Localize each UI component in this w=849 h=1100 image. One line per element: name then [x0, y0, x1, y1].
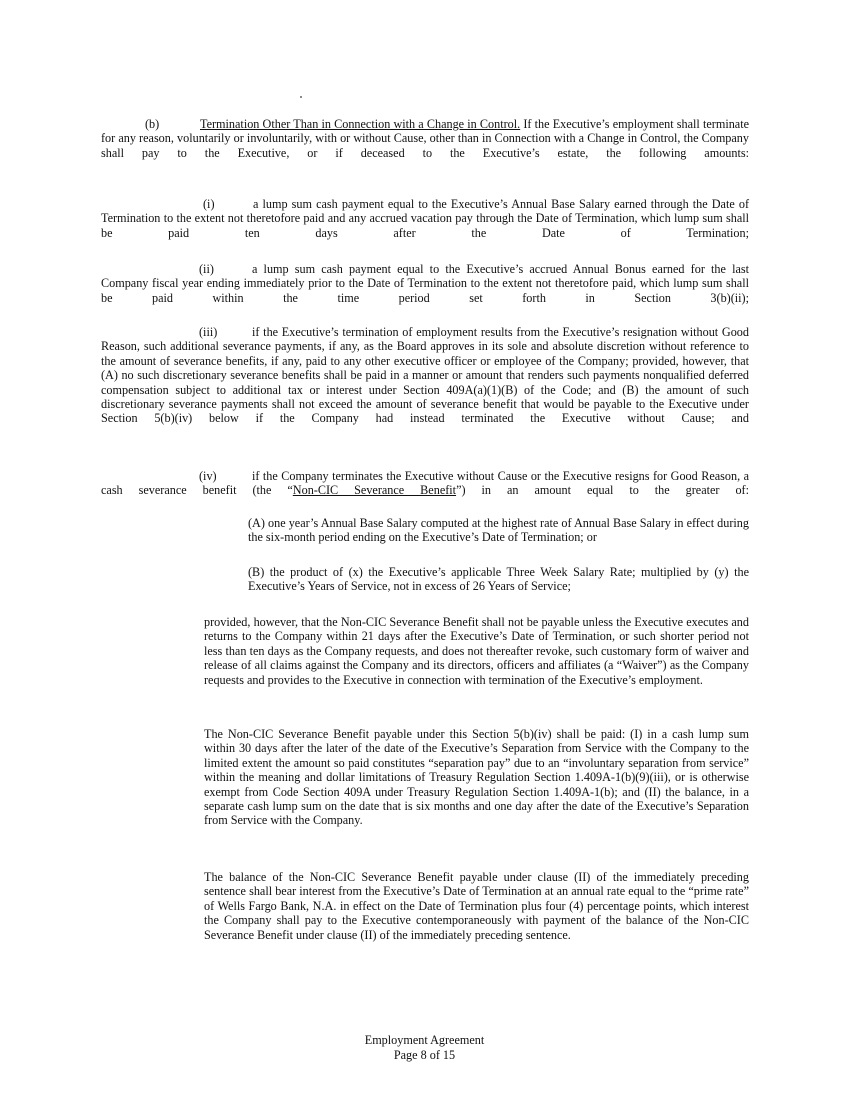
interest-paragraph: The balance of the Non-CIC Severance Benefit payable under clause (II) of the immediately preceding sentence shall bear interest from the Executive’s Date of Termination at an annual rate equal to the “prime rate” of Wells Fargo Bank, N.A. in effect on the Date of Termination plus four (4) percentage points, which interest the Company shall pay to the Executive contemporaneously with payment of the balance of the Non-CIC Severance Benefit under clause (II) of the immediately preceding sentence. — [204, 870, 749, 942]
provided-however-paragraph: provided, however, that the Non-CIC Severance Benefit shall not be payable unless the Executive executes and returns to the Company within 21 days after the Executive’s Date of Termination, or such shorter period not less than ten days as the Company requests, and does not thereafter revoke, such customary form of waiver and release of all claims against the Company and its directors, officers and affiliates (a “Waiver”) as the Company requests and provides to the Executive in connection with termination of the Executive’s employment. — [204, 615, 749, 687]
item-iii-text: if the Executive’s termination of employment results from the Executive’s resignation without Good Reason, such additional severance payments, if any, as the Board approves in its sole and absolute discretion without reference to the amount of severance benefits, if any, paid to any other executive officer or employee of the Company; provided, however, that (A) no such discretionary severance benefits shall be paid in a manner or amount that renders such payments nonqualified deferred compensation subject to additional tax or interest under Section 409A(a)(1)(B) of the Code; and (B) the amount of such discretionary severance payments shall not exceed the amount of severance benefit that would be payable to the Executive under Section 5(b)(iv) below if the Company had instead terminated the Executive without Cause; and — [101, 325, 749, 426]
item-iv-text-before: if the Company terminates the Executive without Cause or the Executive resigns for Good Reason, a cash severance benefit (the “ — [101, 469, 749, 498]
item-iv-paragraph — [101, 469, 749, 512]
item-iii-paragraph — [101, 325, 749, 440]
payment-terms-paragraph: The Non-CIC Severance Benefit payable under this Section 5(b)(iv) shall be paid: (I) in a cash lump sum within 30 days after the later of the date of the Executive’s Separation from Service with the Company to the limited extent the amount so paid constitutes “separation pay” due to an “involuntary separation from service” within the meaning and dollar limitations of Treasury Regulation Section 1.409A-1(b)(9)(iii), or is otherwise exempt from Code Section 409A under Treasury Regulation Section 1.409A-1(b); and (II) the balance, in a separate cash lump sum on the date that is six months and one day after the date of the Executive’s Separation from Service with the Company. — [204, 727, 749, 828]
item-i-label: (i) — [203, 197, 215, 211]
footer-title: Employment Agreement — [364, 1033, 485, 1047]
sub-item-a — [204, 516, 749, 545]
item-iv-label: (iv) — [199, 469, 217, 483]
footer-page-number: Page 8 of 15 — [393, 1048, 456, 1062]
sub-item-b-text: (B) the product of (x) the Executive’s applicable Three Week Salary Rate; multiplied by (y) the Executive’s Years of Service, not in excess of 26 Years of Service; — [248, 565, 749, 594]
defined-term-non-cic: Non-CIC Severance Benefit — [292, 483, 457, 498]
section-b-label: (b) — [145, 117, 160, 131]
sub-item-b — [204, 565, 749, 594]
stray-mark — [300, 96, 302, 98]
item-iii-label: (iii) — [199, 325, 218, 339]
section-b-heading: Termination Other Than in Connection with a Change in Control. — [200, 117, 521, 131]
section-b-text: If the Executive’s employment shall terminate for any reason, voluntarily or involuntarily, with or without Cause, other than in Connection with a Change in Control, the Company shall pay to the Executive, or if deceased to the Executive’s estate, the following amounts: — [101, 117, 749, 160]
item-i-paragraph — [101, 197, 749, 255]
section-b-paragraph — [101, 117, 749, 175]
sub-item-a-text: (A) one year’s Annual Base Salary computed at the highest rate of Annual Base Salary in effect during the six-month period ending on the Executive’s Date of Termination; or — [248, 516, 749, 545]
item-i-text: a lump sum cash payment equal to the Executive’s Annual Base Salary earned through the Date of Termination to the extent not theretofore paid and any accrued vacation pay through the Date of Termination, which lump sum shall be paid ten days after the Date of Termination; — [101, 197, 749, 240]
item-ii-text: a lump sum cash payment equal to the Executive’s accrued Annual Bonus earned for the last Company fiscal year ending immediately prior to the Date of Termination to the extent not theretofore paid, which lump sum shall be paid within the time period set forth in Section 3(b)(ii); — [101, 262, 749, 305]
item-ii-paragraph — [101, 262, 749, 320]
item-ii-label: (ii) — [199, 262, 214, 276]
item-iv-text-after: ”) in an amount equal to the greater of: — [456, 483, 749, 498]
